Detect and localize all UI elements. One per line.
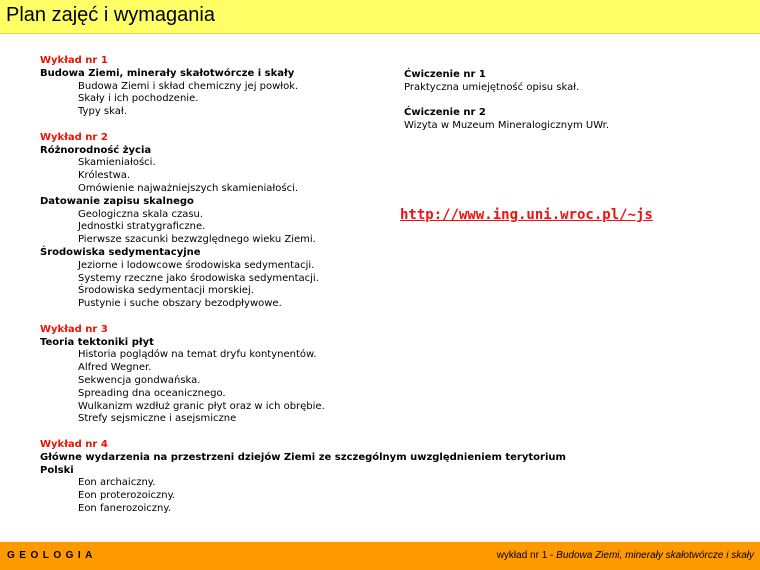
list-item: Królestwa. [78,170,131,182]
exercise-label: Ćwiczenie nr 2 [404,107,486,119]
list-item: Geologiczna skala czasu. [78,208,204,220]
title-bar [0,0,760,34]
spacer [40,426,580,439]
lecture-label: Wykład nr 1 [40,55,108,66]
page-title: Plan zajęć i wymagania [6,4,215,26]
list-item: Typy skał. [78,106,127,118]
footer-lecture-ref [497,550,754,561]
list-item: Budowa Ziemi i skład chemiczny jej powłok. [78,80,299,92]
footer-lecture-prefix: wykład nr 1 - [496,550,557,561]
list-item: Historia poglądów na temat dryfu kontynentów. [78,349,317,361]
list-item: Skamieniałości. [78,157,156,169]
lecture-label: Wykład nr 3 [40,323,108,335]
list-item: Skały i ich pochodzenie. [78,93,199,105]
list-item: Eon fanerozoiczny. [78,502,172,514]
exercise-text: Praktyczna umiejętność opisu skał. [404,81,580,93]
list-item: Omówienie najważniejszych skamieniałości. [78,182,299,194]
website-link[interactable]: http://www.ing.uni.wroc.pl/~js [400,207,653,223]
footer-bar [0,542,760,570]
list-item: Strefy sejsmiczne i asejsmiczne [78,413,237,425]
footer-brand: GEOLOGIA [7,550,97,561]
list-item: Sekwencja gondwańska. [78,374,201,386]
lecture-topic: Teoria tektoniki płyt [40,336,154,348]
list-item: Pierwsze szacunki bezwzględnego wieku Ziemi. [78,234,316,246]
list-item: Eon proterozoiczny. [78,490,176,502]
spacer [404,95,744,108]
list-item: Środowiska sedymentacji morskiej. [78,285,254,297]
list-item: Systemy rzeczne jako środowiska sedymentacji. [78,272,319,284]
exercise-label: Ćwiczenie nr 1 [404,69,486,80]
exercise-text: Wizyta w Muzeum Mineralogicznym UWr. [404,120,610,132]
list-item: Spreading dna oceanicznego. [78,387,226,399]
lecture-topic: Budowa Ziemi, minerały skałotwórcze i skały [40,67,295,79]
footer-lecture-title: Budowa Ziemi, minerały skałotwórcze i skały [556,550,754,561]
exercise-list [404,69,744,133]
lecture-label: Wykład nr 2 [40,131,108,143]
list-item: Pustynie i suche obszary bezodpływowe. [78,298,282,310]
lecture-label: Wykład nr 4 [40,438,108,450]
list-item: Jeziorne i lodowcowe środowiska sedymentacji. [78,259,315,271]
list-item: Eon archaiczny. [78,477,156,489]
lecture-topic: Różnorodność życia [40,144,152,156]
lecture-topic: Główne wydarzenia na przestrzeni dziejów Ziemi ze szczególnym uwzględnieniem terytorium Polski [40,451,566,476]
list-item: Alfred Wegner. [78,362,152,374]
spacer [40,311,580,324]
lecture-topic: Datowanie zapisu skalnego [40,195,194,207]
lecture-topic: Środowiska sedymentacyjne [40,246,201,258]
list-item: Wulkanizm wzdłuż granic płyt oraz w ich obrębie. [78,400,325,412]
list-item: Jednostki stratygraficzne. [78,221,206,233]
